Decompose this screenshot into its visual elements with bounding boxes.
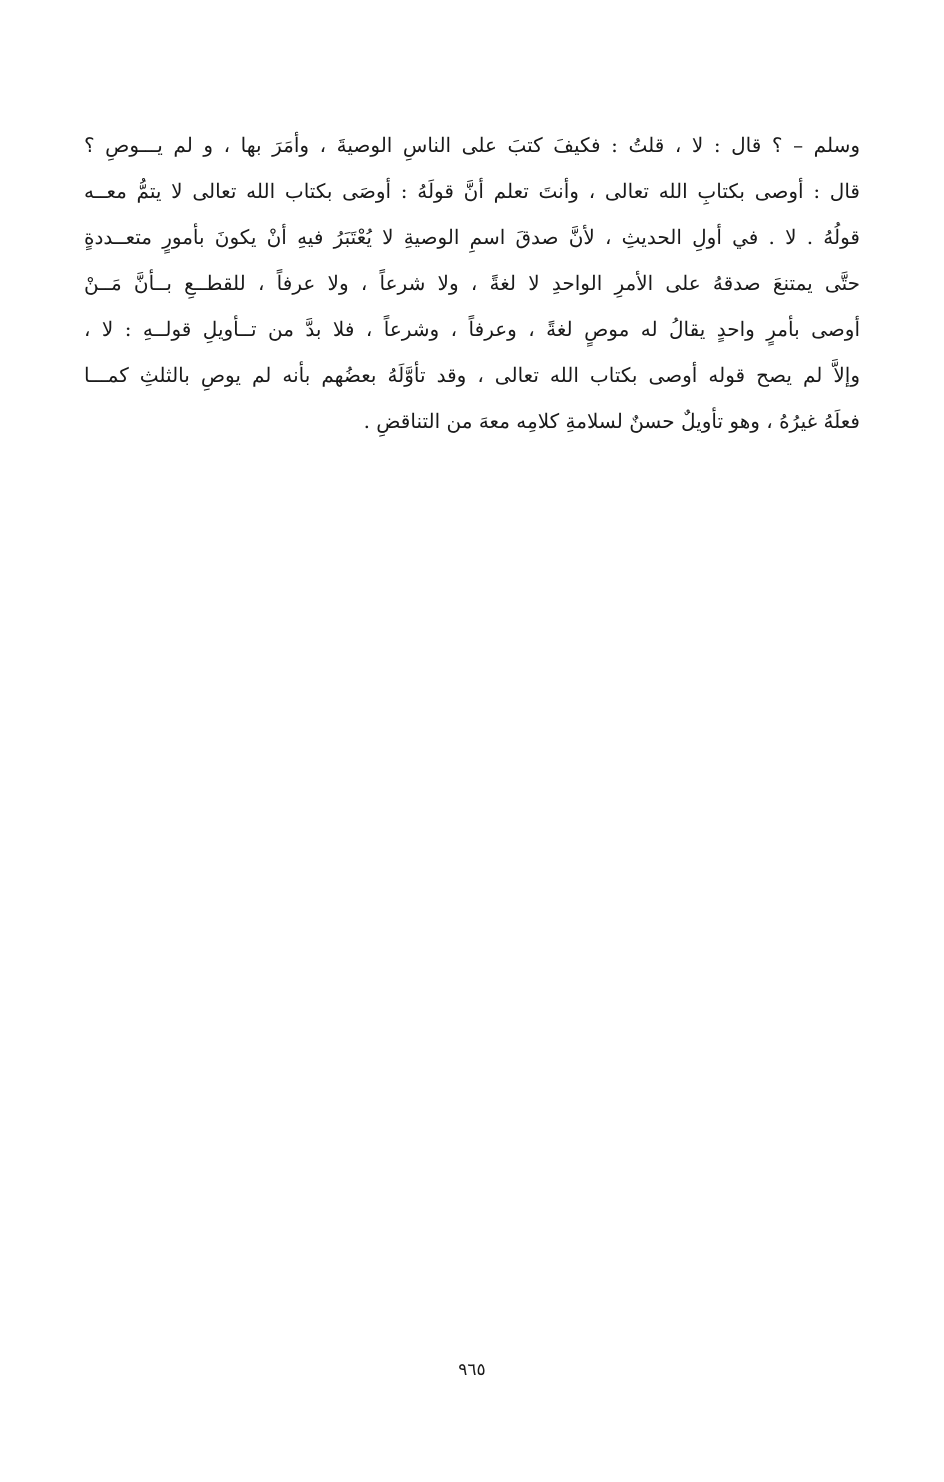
text-line-2: قال : أوصى بكتابِ الله تعالى ، وأنتَ تعلم أنَّ قولَهُ : أوصَى بكتاب الله تعالى لا يتمُّ معــه xyxy=(84,179,860,203)
text-line-4: حتَّى يمتنعَ صدقهُ على الأمرِ الواحدِ لا لغةً ، ولا شرعاً ، ولا عرفاً ، للقطــعِ بــأنَّ مَــنْ xyxy=(84,271,860,295)
body-text xyxy=(84,122,860,444)
text-line-1: وسلم – ؟ قال : لا ، قلتُ : فكيفَ كتبَ على الناسِ الوصيةَ ، وأمَرَ بها ، و لم يـــوصِ ؟ xyxy=(84,133,860,157)
page-number: ٩٦٥ xyxy=(458,1360,486,1380)
text-line-3: قولُهُ . لا . في أولِ الحديثِ ، لأنَّ صدقَ اسمِ الوصيةِ لا يُعْتَبَرُ فيهِ أنْ يكونَ بأمورٍ متعــددةٍ xyxy=(84,225,860,249)
text-line-7: فعلَهُ غيرُهُ ، وهو تأويلٌ حسنٌ لسلامةِ كلامِه معهَ من التناقضِ . xyxy=(363,409,860,433)
text-line-6: وإلاَّ لم يصح قوله أوصى بكتاب الله تعالى ، وقد تأوَّلَهُ بعضُهم بأنه لم يوصِ بالثلثِ كمـــا xyxy=(84,363,860,387)
text-line-5: أوصى بأمرٍ واحدٍ يقالُ له موصٍ لغةً ، وعرفاً ، وشرعاً ، فلا بدَّ من تــأويلِ قولــهِ : لا ، xyxy=(84,317,860,341)
